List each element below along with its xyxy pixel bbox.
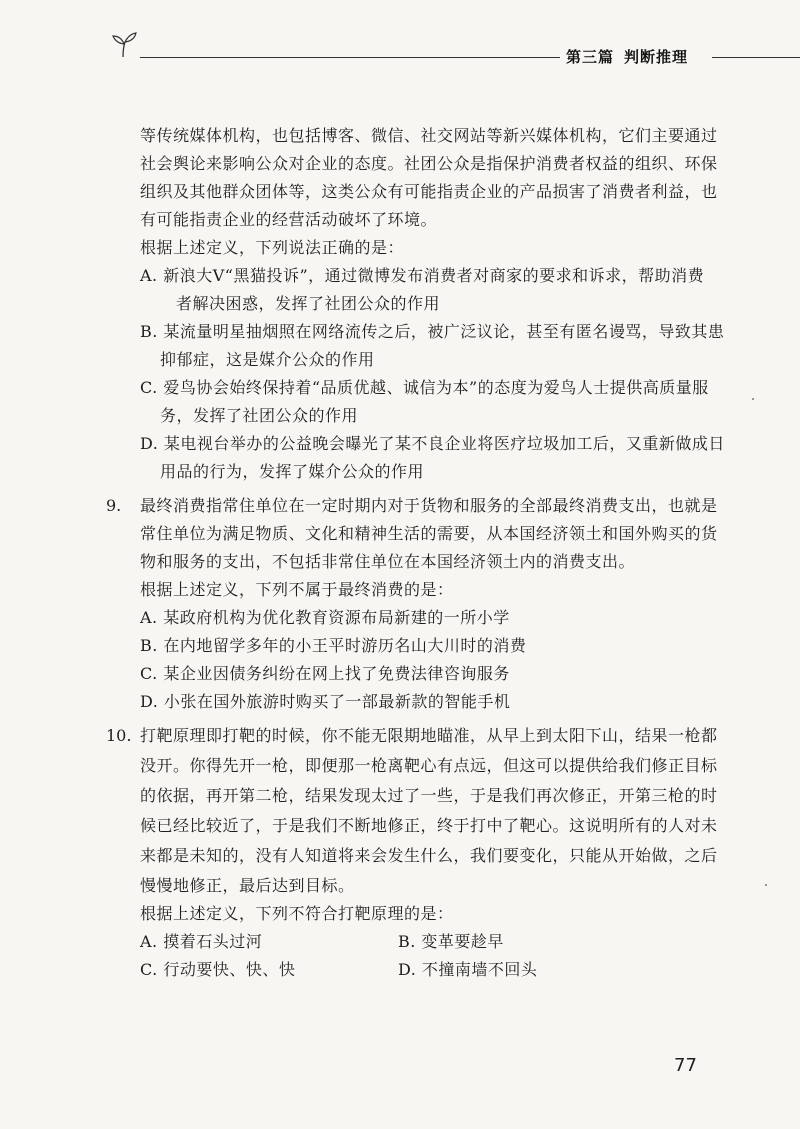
passage-line: 慢慢地修正，最后达到目标。 [140, 876, 355, 895]
option-a: A. 摸着石头过河 [140, 932, 263, 951]
passage-line: 组织及其他群众团体等，这类公众有可能指责企业的产品损害了消费者利益，也 [140, 182, 718, 201]
question-number: 10. [106, 726, 132, 745]
passage-line: 有可能指责企业的经营活动破坏了环境。 [140, 210, 438, 229]
passage-line: 候已经比较近了，于是我们不断地修正，终于打中了靶心。这说明所有的人对未 [140, 816, 718, 835]
sprout-icon [108, 28, 138, 58]
passage-line: 来都是未知的，没有人知道将来会发生什么，我们要变化，只能从开始做，之后 [140, 846, 718, 865]
option-a: A. 某政府机构为优化教育资源布局新建的一所小学 [140, 608, 510, 627]
option-a: A. 新浪大V“黑猫投诉”，通过微博发布消费者对商家的要求和诉求，帮助消费 [140, 266, 705, 285]
option-d: D. 不撞南墙不回头 [398, 960, 538, 979]
option-c-cont: 务，发挥了社团公众的作用 [160, 406, 359, 425]
option-c: C. 某企业因债务纠纷在网上找了免费法律咨询服务 [140, 664, 510, 683]
passage-line: 打靶原理即打靶的时候，你不能无限期地瞄准，从早上到太阳下山，结果一枪都 [140, 726, 718, 745]
option-b-cont: 抑郁症，这是媒介公众的作用 [160, 350, 375, 369]
header-rule-right [712, 57, 800, 58]
passage-line: 最终消费指常住单位在一定时期内对于货物和服务的全部最终消费支出，也就是 [140, 496, 718, 515]
passage-line: 社会舆论来影响公众对企业的态度。社团公众是指保护消费者权益的组织、环保 [140, 154, 718, 173]
question-prompt: 根据上述定义，下列说法正确的是： [140, 238, 405, 257]
option-c: C. 行动要快、快、快 [140, 960, 296, 979]
option-b: B. 某流量明星抽烟照在网络流传之后，被广泛议论，甚至有匿名谩骂，导致其患 [140, 322, 725, 341]
option-a-cont: 者解决困惑，发挥了社团公众的作用 [176, 294, 441, 313]
passage-line: 的依据，再开第二枪，结果发现太过了一些，于是我们再次修正，开第三枪的时 [140, 786, 718, 805]
passage-line: 没开。你得先开一枪，即便那一枪离靶心有点远，但这可以提供给我们修正目标 [140, 756, 718, 775]
passage-line: 常住单位为满足物质、文化和精神生活的需要，从本国经济领土和国外购买的货 [140, 524, 718, 543]
passage-line: 物和服务的支出，不包括非常住单位在本国经济领土内的消费支出。 [140, 552, 636, 571]
chapter-label: 判断推理 [624, 48, 689, 66]
page-header [0, 0, 800, 80]
option-d: D. 某电视台举办的公益晚会曝光了某不良企业将医疗垃圾加工后，又重新做成日 [140, 434, 725, 453]
question-prompt: 根据上述定义，下列不符合打靶原理的是： [140, 904, 454, 923]
option-d-cont: 用品的行为，发挥了媒介公众的作用 [160, 462, 425, 481]
option-d: D. 小张在国外旅游时购买了一部最新款的智能手机 [140, 692, 511, 711]
part-label: 第三篇 [566, 48, 615, 66]
header-rule-left [140, 57, 560, 58]
passage-line: 等传统媒体机构，也包括博客、微信、社交网站等新兴媒体机构，它们主要通过 [140, 126, 718, 145]
scan-speck [752, 398, 754, 400]
option-b: B. 变革要趁早 [398, 932, 504, 951]
section-title [566, 46, 698, 67]
scan-speck [765, 884, 767, 886]
option-b: B. 在内地留学多年的小王平时游历名山大川时的消费 [140, 636, 527, 655]
option-c: C. 爱鸟协会始终保持着“品质优越、诚信为本”的态度为爱鸟人士提供高质量服 [140, 378, 709, 397]
question-number: 9. [106, 496, 122, 515]
question-prompt: 根据上述定义，下列不属于最终消费的是： [140, 580, 454, 599]
page-number: 77 [674, 1055, 697, 1076]
